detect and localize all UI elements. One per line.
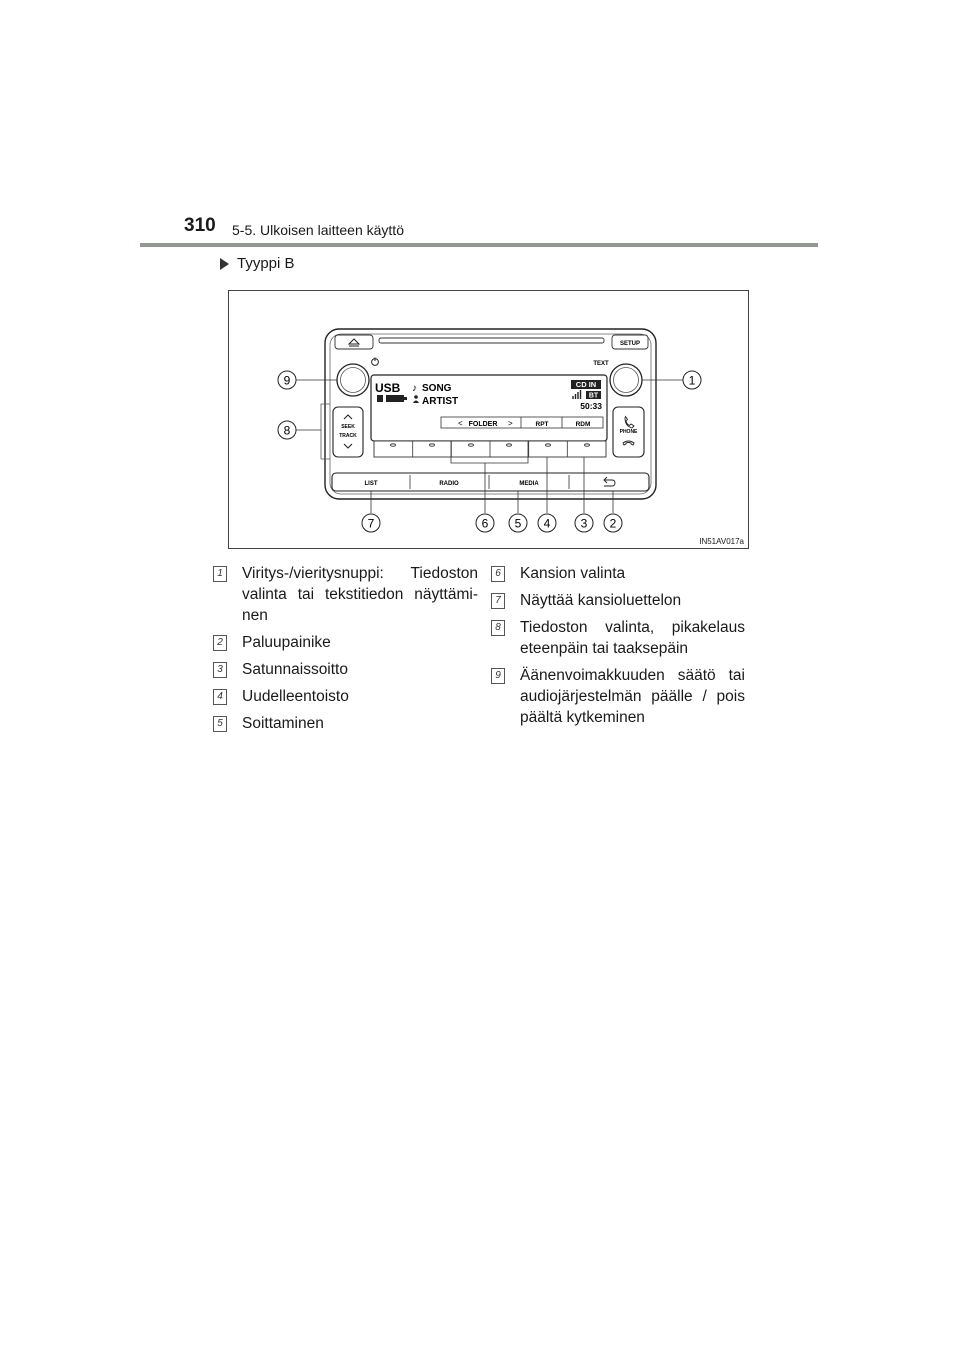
legend-text: Näyttää kansioluettelon: [520, 592, 682, 609]
legend-number: 8: [491, 620, 505, 636]
page-number: 310: [184, 215, 216, 236]
legend-text: Tiedoston valinta, pikakelaus eteenpäin tai taaksepäin: [520, 619, 745, 657]
bottom-button-strip: [332, 473, 649, 491]
legend-number: 5: [213, 716, 227, 732]
legend-item: [213, 563, 478, 626]
section-title: 5-5. Ulkoisen laitteen käyttö: [232, 222, 404, 238]
list-label: LIST: [364, 481, 378, 487]
phone-label: PHONE: [619, 429, 638, 435]
bt-label: BT: [588, 392, 599, 400]
text-label: TEXT: [593, 361, 609, 367]
clock-readout: 50:33: [580, 401, 602, 411]
usb-label: USB: [375, 381, 401, 395]
legend-right-column: [491, 563, 745, 734]
legend-left-column: [213, 563, 478, 740]
tune-scroll-knob[interactable]: [610, 364, 642, 396]
legend-item: [213, 686, 478, 707]
folder-prev-arrow: <: [458, 419, 463, 428]
legend-number: 9: [491, 668, 505, 684]
callout-5-label: 5: [514, 516, 522, 531]
cd-in-label: CD IN: [575, 380, 597, 389]
track-label: TRACK: [339, 433, 357, 439]
legend-text: Äänenvoimakkuuden säätö tai audiojärjestelmän päälle / pois päältä kytkeminen: [520, 667, 745, 726]
legend-number: 4: [213, 689, 227, 705]
legend-text: Kansion valinta: [520, 565, 626, 582]
usb-device-icon: [386, 395, 404, 402]
type-label-text: Tyyppi B: [237, 255, 295, 272]
legend-item: [213, 632, 478, 653]
folder-small-icon: [377, 395, 383, 402]
callout-2-label: 2: [609, 516, 617, 531]
figure-code: IN51AV017a: [699, 537, 744, 546]
legend-text: Soittaminen: [242, 715, 324, 732]
callout-6-label: 6: [481, 516, 489, 531]
legend-text: Paluupainike: [242, 634, 331, 651]
music-note-icon: ♪: [412, 383, 417, 394]
media-label: MEDIA: [519, 481, 539, 487]
legend-item: [491, 590, 745, 611]
header-rule: [140, 243, 818, 247]
cd-slot: [379, 338, 604, 343]
folder-label: FOLDER: [468, 421, 498, 428]
legend-item: [491, 617, 745, 659]
setup-label: SETUP: [619, 341, 641, 347]
type-label: [220, 255, 295, 272]
artist-label: ARTIST: [422, 396, 459, 407]
legend-number: 1: [213, 566, 227, 582]
callout-1-label: 1: [688, 373, 696, 388]
song-label: SONG: [422, 383, 452, 394]
rpt-label: RPT: [535, 421, 549, 428]
artist-person-icon: [414, 395, 418, 399]
legend-text: Viritys-/vieritysnuppi: Tiedoston valinta tai tekstitiedon näyttämi-nen: [242, 565, 478, 624]
legend-item: [213, 659, 478, 680]
legend-text: Satunnaissoitto: [242, 661, 348, 678]
legend-number: 7: [491, 593, 505, 609]
rdm-label: RDM: [575, 421, 591, 428]
legend-number: 2: [213, 635, 227, 651]
legend-item: [213, 713, 478, 734]
audio-panel-illustration: [229, 291, 750, 550]
legend-number: 6: [491, 566, 505, 582]
callout-9-label: 9: [283, 373, 291, 388]
callout-3-label: 3: [580, 516, 588, 531]
callout-4-label: 4: [543, 516, 551, 531]
eject-button[interactable]: [335, 335, 373, 349]
callout-8-label: 8: [283, 423, 291, 438]
legend-number: 3: [213, 662, 227, 678]
legend-text: Uudelleentoisto: [242, 688, 349, 705]
triangle-arrow-icon: [220, 258, 229, 270]
callout-7-label: 7: [367, 516, 375, 531]
audio-panel-figure: [228, 290, 749, 549]
volume-power-knob[interactable]: [337, 364, 369, 396]
folder-next-arrow: >: [508, 419, 513, 428]
legend-item: [491, 665, 745, 728]
legend-item: [491, 563, 745, 584]
seek-label: SEEK: [341, 424, 355, 430]
radio-label: RADIO: [439, 481, 459, 487]
